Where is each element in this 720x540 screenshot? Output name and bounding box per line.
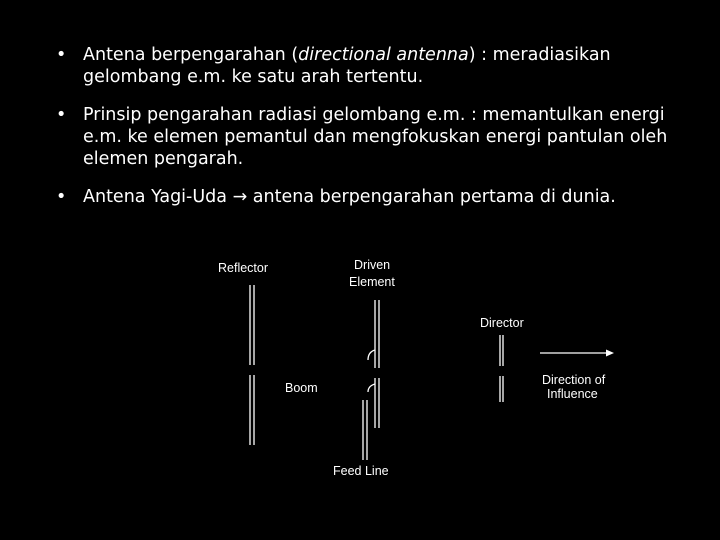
bullet-text: ) : meradiasikan gelombang e.m. ke satu arah tertentu. (83, 45, 611, 87)
driven-element (368, 300, 379, 428)
bullet-text: Prinsip pengarahan radiasi gelombang e.m. : memantulkan energi e.m. ke elemen pemantul dan mengfokuskan energi pantulan oleh elemen pengarah. (83, 105, 668, 169)
bullet-dot: • (56, 105, 67, 125)
label-reflector: Reflector (218, 261, 269, 275)
reflector-element (250, 285, 254, 445)
bullet-text: Antena Yagi-Uda (83, 187, 233, 207)
arrow-icon: → (232, 187, 248, 207)
bullet-dot: • (56, 187, 67, 207)
label-direction-of: Direction of (542, 373, 606, 387)
label-director: Director (480, 316, 524, 330)
label-feed-line: Feed Line (333, 464, 389, 478)
label-boom: Boom (285, 381, 318, 395)
label-influence: Influence (547, 387, 598, 401)
direction-arrow (540, 350, 614, 357)
bullet-text: antena berpengarahan pertama di dunia. (247, 187, 616, 207)
bullet-emphasis: directional antenna (298, 45, 469, 65)
label-element: Element (349, 275, 395, 289)
director-element (500, 335, 503, 402)
label-driven: Driven (354, 258, 391, 272)
bullet-text: Antena berpengarahan ( (83, 45, 299, 65)
feed-line (363, 400, 367, 460)
bullet-dot: • (56, 45, 67, 65)
